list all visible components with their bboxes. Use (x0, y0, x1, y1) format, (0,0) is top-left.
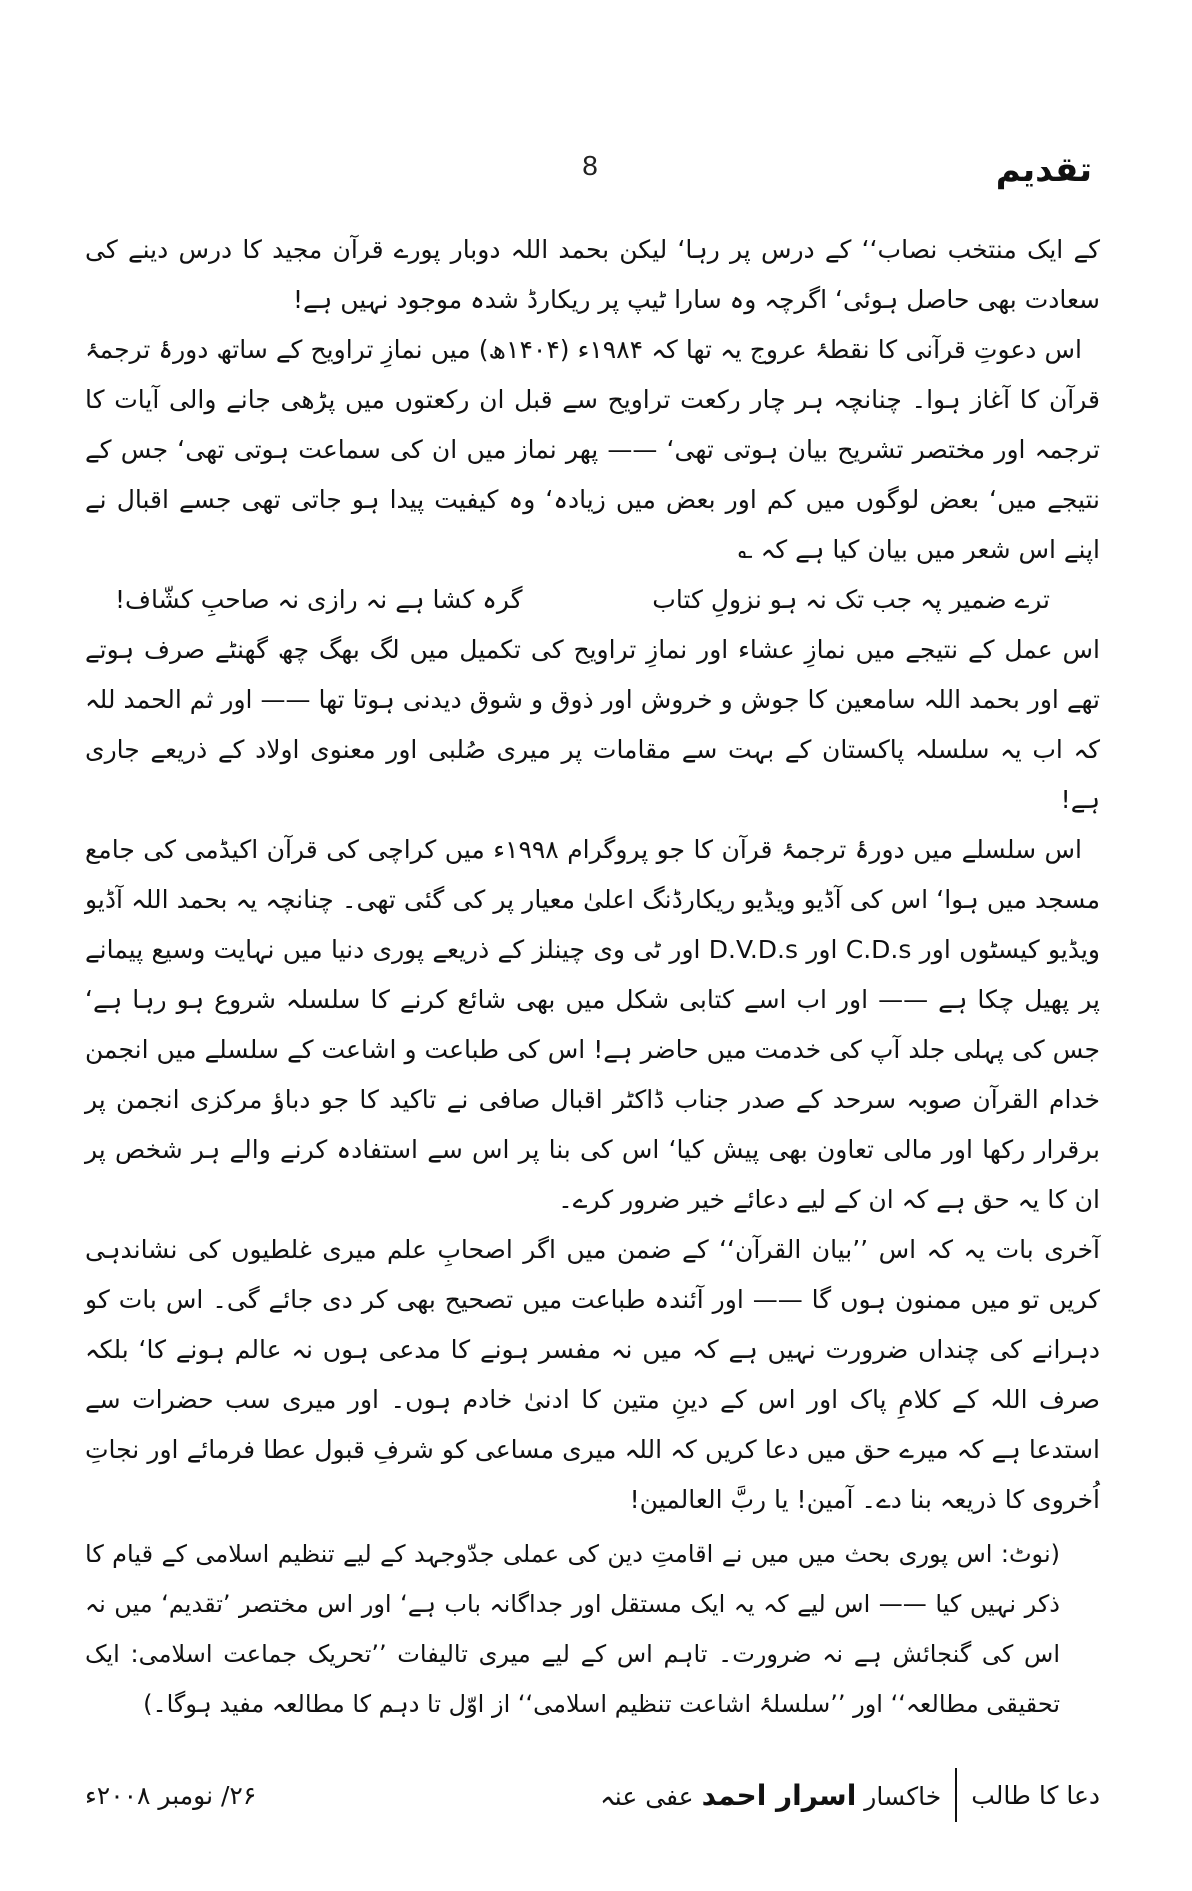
paragraph-5: آخری بات یہ کہ اس ’’بیان القرآن‘‘ کے ضمن میں اگر اصحابِ علم میری غلطیوں کی نشاندہی کریں تو میں ممنون ہوں گا —— اور آئندہ طباعت میں تصحیح بھی کر دی جائے گی۔ اس بات کو دہرانے کی چنداں ضرورت نہیں ہے کہ میں نہ مفسر ہونے کا مدعی ہوں نہ عالم ہونے کا‘ بلکہ صرف اللہ کے کلامِ پاک اور اس کے دینِ متین کا ادنیٰ خادم ہوں۔ اور میری سب حضرات سے استدعا ہے کہ میرے حق میں دعا کریں کہ اللہ میری مساعی کو شرفِ قبول عطا فرمائے اور نجاتِ اُخروی کا ذریعہ بنا دے۔ آمین! یا ربَّ العالمین! (85, 1235, 1100, 1514)
paragraph-1: کے ایک منتخب نصاب‘‘ کے درس پر رہا‘ لیکن بحمد اللہ دوبار پورے قرآن مجید کا درس دینے کی سعادت بھی حاصل ہوئی‘ اگرچہ وہ سارا ٹیپ پر ریکارڈ شدہ موجود نہیں ہے! (85, 235, 1100, 314)
body-text (85, 225, 1100, 1729)
closing-phrase: دعا کا طالب (971, 1780, 1100, 1810)
chapter-title: تقدیم (995, 150, 1092, 190)
page-number: 8 (582, 150, 598, 181)
paragraph-3: اس عمل کے نتیجے میں نمازِ عشاء اور نمازِ تراویح کی تکمیل میں لگ بھگ چھ گھنٹے صرف ہوتے تھے اور بحمد اللہ سامعین کا جوش و خروش اور ذوق و شوق دیدنی ہوتا تھا —— اور ثم الحمد للہ کہ اب یہ سلسلہ پاکستان کے بہت سے مقامات پر میری صُلبی اور معنوی اولاد کے ذریعے جاری ہے! (85, 635, 1100, 814)
signature-divider (955, 1768, 957, 1822)
paragraph-4: اس سلسلے میں دورۂ ترجمۂ قرآن کا جو پروگرام ۱۹۹۸ء میں کراچی کی قرآن اکیڈمی کی جامع مسجد میں ہوا‘ اس کی آڈیو ویڈیو ریکارڈنگ اعلیٰ معیار پر کی گئی تھی۔ چنانچہ یہ بحمد اللہ آڈیو ویڈیو کیسٹوں اور C.D.s اور D.V.D.s اور ٹی وی چینلز کے ذریعے پوری دنیا میں نہایت وسیع پیمانے پر پھیل چکا ہے —— اور اب اسے کتابی شکل میں بھی شائع کرنے کا سلسلہ شروع ہو رہا ہے‘ جس کی پہلی جلد آپ کی خدمت میں حاضر ہے! اس کی طباعت و اشاعت کے سلسلے میں انجمن خدام القرآن صوبہ سرحد کے صدر جناب ڈاکٹر اقبال صافی نے تاکید کا جو دباؤ مرکزی انجمن پر برقرار رکھا اور مالی تعاون بھی پیش کیا‘ اس کی بنا پر اس سے استفادہ کرنے والے ہر شخص پر ان کا یہ حق ہے کہ ان کے لیے دعائے خیر ضرور کرے۔ (85, 835, 1100, 1214)
signature-name: اسرار احمد (701, 1778, 857, 1812)
verse-first-misra: ترے ضمیر پہ جب تک نہ ہو نزولِ کتاب (652, 585, 1050, 614)
verse-couplet (85, 575, 1100, 625)
signature-date: ۲۶/ نومبر ۲۰۰۸ء (85, 1780, 257, 1810)
author-note: (نوٹ: اس پوری بحث میں میں نے اقامتِ دین کی عملی جدّوجہد کے لیے تنظیم اسلامی کے قیام کا ذکر نہیں کیا —— اس لیے کہ یہ ایک مستقل اور جداگانہ باب ہے‘ اور اس مختصر ’تقدیم‘ میں نہ اس کی گنجائش ہے نہ ضرورت۔ تاہم اس کے لیے میری تالیفات ’’تحریک جماعت اسلامی: ایک تحقیقی مطالعہ‘‘ اور ’’سلسلۂ اشاعت تنظیم اسلامی‘‘ از اوّل تا دہم کا مطالعہ مفید ہوگا۔) (85, 1540, 1060, 1718)
signature-prefix: خاکسار (864, 1781, 942, 1811)
signature (600, 1779, 941, 1812)
signature-suffix: عفی عنہ (600, 1781, 694, 1811)
signature-footer (85, 1765, 1100, 1825)
verse-second-misra: گرہ کشا ہے نہ رازی نہ صاحبِ کشّاف! (115, 585, 523, 614)
signature-block (600, 1768, 1100, 1822)
paragraph-2: اس دعوتِ قرآنی کا نقطۂ عروج یہ تھا کہ ۱۹۸۴ء (۱۴۰۴ھ) میں نمازِ تراویح کے ساتھ دورۂ ترجمۂ قرآن کا آغاز ہوا۔ چنانچہ ہر چار رکعت تراویح سے قبل ان رکعتوں میں پڑھی جانے والی آیات کا ترجمہ اور مختصر تشریح بیان ہوتی تھی‘ —— پھر نماز میں ان کی سماعت ہوتی تھی‘ جس کے نتیجے میں‘ بعض لوگوں میں کم اور بعض میں زیادہ‘ وہ کیفیت پیدا ہو جاتی تھی جسے اقبال نے اپنے اس شعر میں بیان کیا ہے کہ ؎ (85, 335, 1100, 564)
